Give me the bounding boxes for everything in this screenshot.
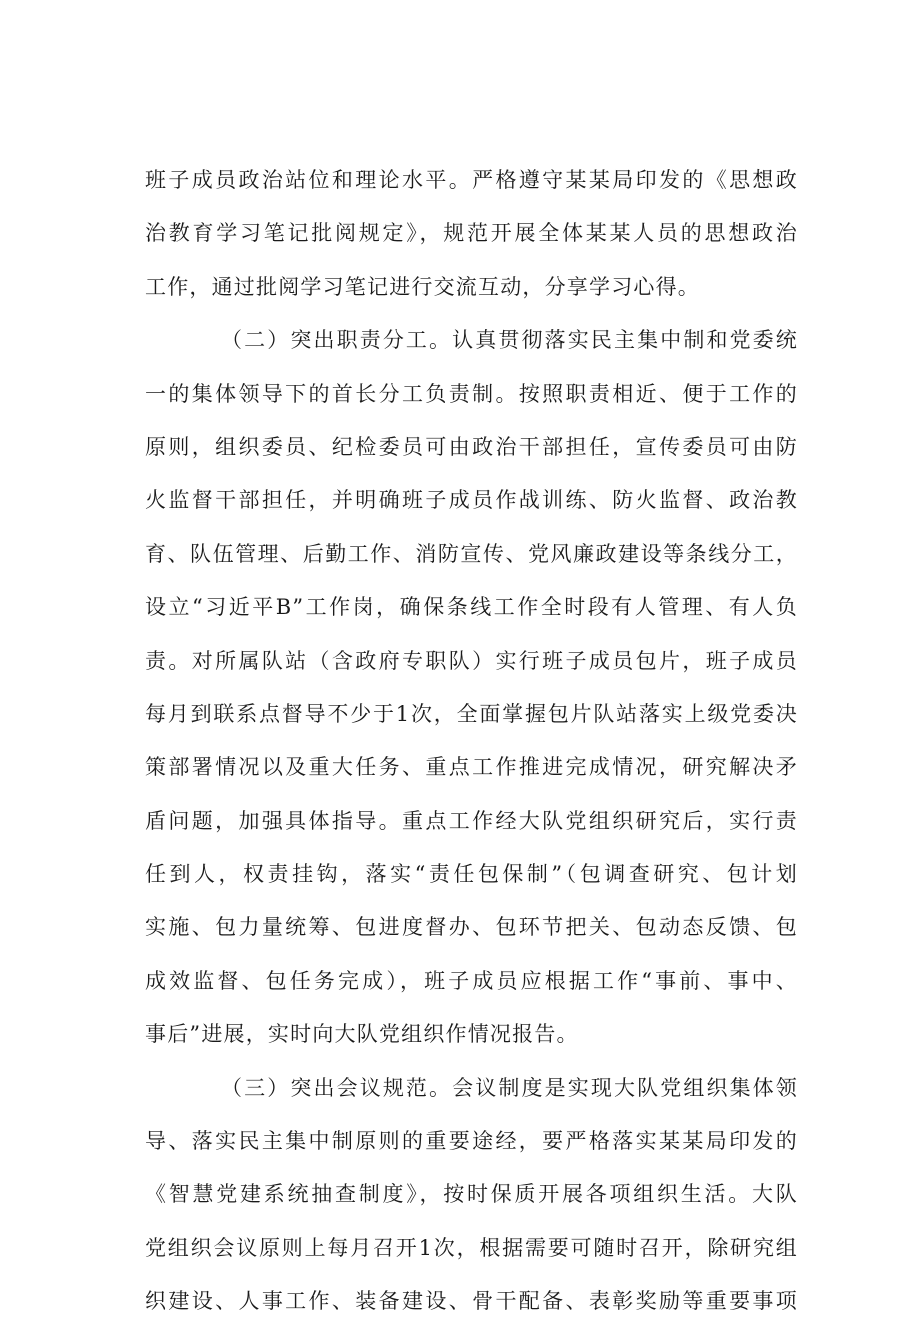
text-line: 《智慧党建系统抽查制度》，按时保质开展各项组织生活。大队 bbox=[145, 1182, 798, 1207]
paragraph-heading-line: （三）突出会议规范。会议制度是实现大队党组织集体领 bbox=[221, 1075, 798, 1100]
text-line: 责。对所属队站（含政府专职队）实行班子成员包片，班子成员 bbox=[145, 648, 798, 673]
text-line: 班子成员政治站位和理论水平。严格遵守某某局印发的《思想政 bbox=[145, 168, 798, 192]
text-line: 设立“习近平B”工作岗，确保条线工作全时段有人管理、有人负 bbox=[145, 595, 798, 620]
text-line: 任到人，权责挂钩，落实“责任包保制”（包调查研究、包计划 bbox=[145, 862, 798, 887]
text-line: 织建设、人事工作、装备建设、骨干配备、表彰奖励等重要事项 bbox=[145, 1289, 798, 1314]
text-line: 策部署情况以及重大任务、重点工作推进完成情况，研究解决矛 bbox=[145, 755, 798, 780]
text-line: 治教育学习笔记批阅规定》，规范开展全体某某人员的思想政治 bbox=[145, 221, 798, 246]
text-line: 事后”进展，实时向大队党组织作情况报告。 bbox=[145, 1022, 579, 1047]
text-line: 盾问题，加强具体指导。重点工作经大队党组织研究后，实行责 bbox=[145, 808, 798, 833]
text-line: 一的集体领导下的首长分工负责制。按照职责相近、便于工作的 bbox=[145, 381, 798, 406]
text-line: 实施、包力量统筹、包进度督办、包环节把关、包动态反馈、包 bbox=[145, 915, 798, 940]
text-line: 火监督干部担任，并明确班子成员作战训练、防火监督、政治教 bbox=[145, 488, 798, 513]
text-line: 每月到联系点督导不少于1次，全面掌握包片队站落实上级党委决 bbox=[145, 701, 798, 726]
text-line: 导、落实民主集中制原则的重要途经，要严格落实某某局印发的 bbox=[145, 1129, 798, 1154]
text-line: 工作，通过批阅学习笔记进行交流互动，分享学习心得。 bbox=[145, 274, 700, 299]
text-line: 党组织会议原则上每月召开1次，根据需要可随时召开，除研究组 bbox=[145, 1235, 798, 1260]
text-line: 成效监督、包任务完成），班子成员应根据工作“事前、事中、 bbox=[145, 968, 798, 993]
text-line: 原则，组织委员、纪检委员可由政治干部担任，宣传委员可由防 bbox=[145, 434, 798, 459]
paragraph-heading-line: （二）突出职责分工。认真贯彻落实民主集中制和党委统 bbox=[221, 328, 798, 353]
text-line: 育、队伍管理、后勤工作、消防宣传、党风廉政建设等条线分工， bbox=[145, 541, 798, 566]
body-text bbox=[145, 154, 798, 1329]
